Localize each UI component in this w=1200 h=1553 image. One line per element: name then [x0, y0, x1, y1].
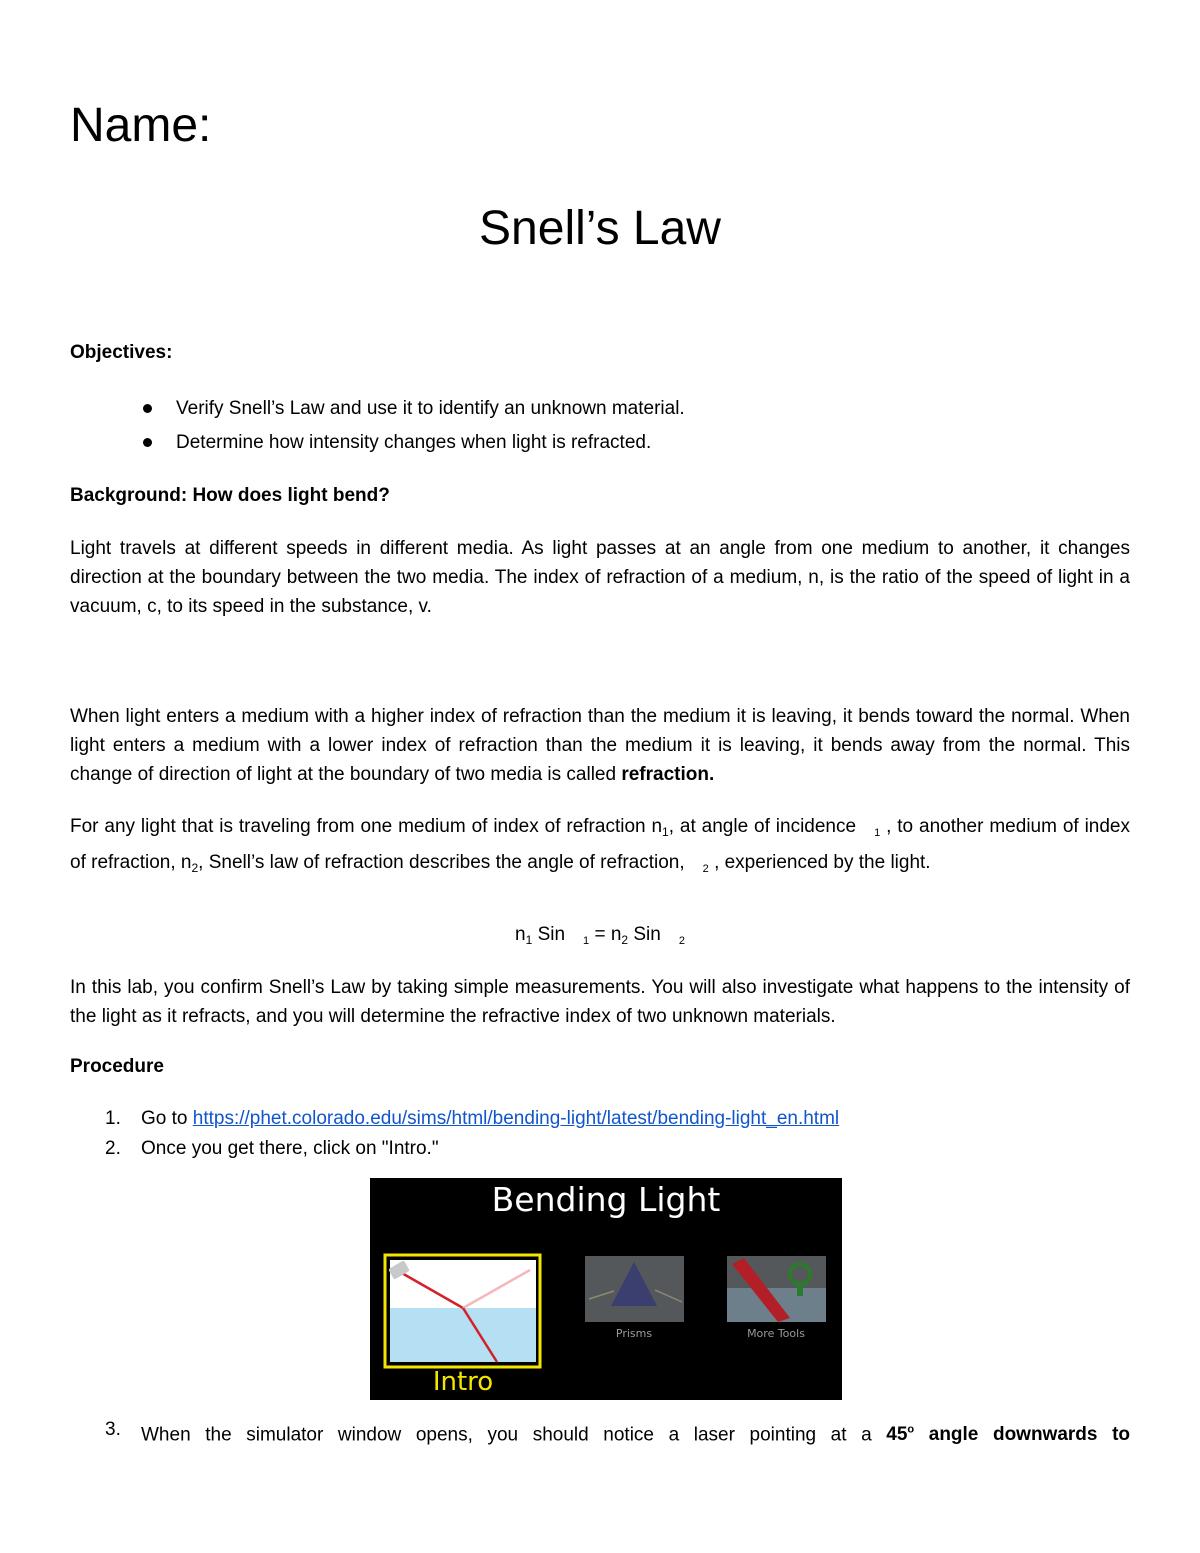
procedure-heading: Procedure [70, 1056, 164, 1077]
refraction-term: refraction. [621, 764, 715, 785]
bullet-icon [143, 438, 152, 447]
intro-tile[interactable] [385, 1255, 540, 1397]
background-paragraph: Light travels at different speeds in different media. As light passes at an angle from one medium to another, it changes direction at the boundary between the two media. The index of refraction of a medium, n, is the ratio of the speed of light in a vacuum, c, to its speed in the substance, v. [70, 538, 1130, 617]
refraction-paragraph: When light enters a medium with a higher index of refraction than the medium it is leaving, it bends toward the normal. When light enters a medium with a lower index of refraction than the medium it is leaving, it bends away from the normal. This change of direction of light at the boundary of two media is called refraction. [70, 706, 1130, 785]
sim-title: Bending Light [491, 1180, 721, 1219]
document-page: Name: Snell’s Law Objectives: Verify Snell’s Law and use it to identify an unknown material. Determine how intensity changes when light is refracted. Background: How does light bend? Light travels at different speeds in different media. As light passes at an angle from one medium to another, it changes direction at the boundary between the two media. The index of refraction of a medium, n, is the ratio of the speed of light in a vacuum, c, to its speed in the substance, v. When light enters a medium with a higher index of refraction than the medium it is leaving, it bends toward the normal. When light enters a medium with a lower index of refraction than the medium it is leaving, it bends away from the normal. This change of direction of light at the boundary of two media is called refraction. For any light that is traveling from one medium of index of refraction $n_1$, at angle of incidence $_1$ , to another medium of index of refraction, $n_2$, Snell’s law of refraction describes the angle of refraction, $_2$ , experienced by the light. $n_1$ Sin $_1 = n_2$ Sin $_2$ In this lab, you confirm Snell’s Law by taking simple measurements. You will also investigate what happens to the intensity of the light as it refracts, and you will determine the refractive index of two unknown materials. Procedure 1. Go to https://phet.colorado.edu/sims/html/bending-light/latest/bending-light_en.html 2. Once you get there, click on "Intro." Bending Light Intro Prisms More Tools 3. When the simulator window opens, you should notice a laser pointing at a 45$^o$ angle downwards to [0, 0, 1200, 1553]
intro-tile-label: Intro [432, 1367, 494, 1397]
laser-angle-value: 45$^o$ angle downwards to [886, 1424, 1130, 1446]
name-label: Name: [70, 99, 212, 152]
prisms-tile[interactable] [585, 1256, 684, 1340]
phet-link[interactable]: https://phet.colorado.edu/sims/html/bending-light/latest/bending-light_en.html [192, 1108, 840, 1129]
more-tools-tile[interactable] [727, 1256, 826, 1340]
bullet-icon [143, 404, 152, 413]
more-tools-tile-label: More Tools [747, 1327, 805, 1340]
snells-law-paragraph: For any light that is traveling from one medium of index of refraction $n_1$, at angle of incidence $_1$ , to another medium of index of refraction, $n_2$, Snell’s law of refraction describes the angle of refraction, $_2$ , experienced by the light. [70, 816, 1130, 875]
background-heading: Background: How does light bend? [70, 485, 390, 506]
page-title: Snell’s Law [479, 202, 721, 255]
objectives-heading: Objectives: [70, 342, 173, 363]
snells-law-equation: $n_1$ Sin $_1 = n_2$ Sin $_2$ [515, 924, 685, 947]
prisms-tile-label: Prisms [615, 1327, 653, 1340]
lab-intro-paragraph: In this lab, you confirm Snell’s Law by taking simple measurements. You will also investigate what happens to the intensity of the light as it refracts, and you will determine the refractive index of two unknown materials. [70, 977, 1130, 1027]
bending-light-screenshot [370, 1178, 842, 1400]
